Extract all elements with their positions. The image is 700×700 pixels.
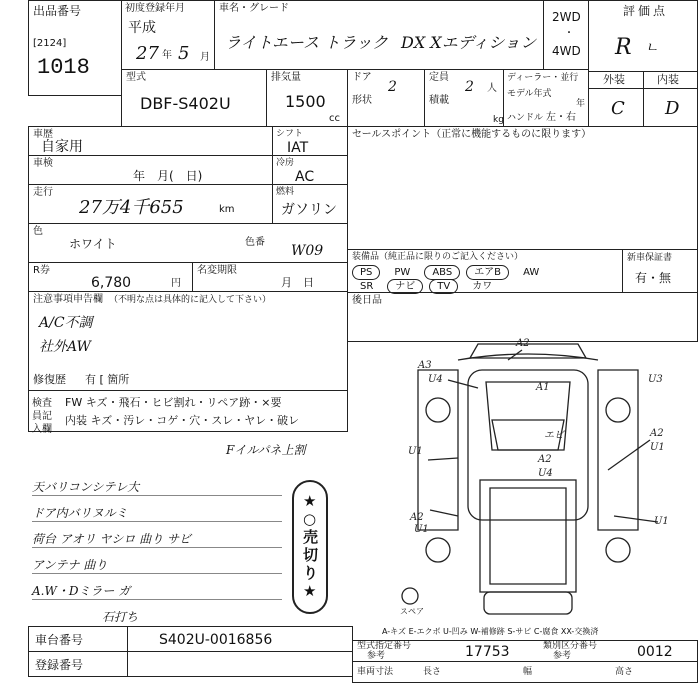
notes-label: 注意事項申告欄 (33, 294, 103, 305)
load-label: 積載 (429, 95, 449, 106)
register-label: 登録番号 (35, 658, 84, 672)
fuel-box (272, 184, 348, 224)
lot-code: [2124] (33, 38, 67, 49)
height-label: 高さ (615, 667, 634, 677)
inspector-row-1: FW キズ・飛石・ヒビ割れ・リペア跡・×要 (65, 396, 282, 409)
era: 平成 (128, 20, 156, 36)
mark-u4-center: U4 (538, 468, 553, 479)
score-label: 評価点 (623, 4, 669, 18)
handwritten-line: 石打ち (102, 610, 139, 624)
repair-value: 有 [ 箇所 (85, 373, 130, 386)
new-car-box (622, 249, 698, 293)
shift-label: シフト (276, 129, 304, 139)
type-label: 型式 (126, 72, 146, 83)
lot-number: 1018 (37, 55, 90, 80)
shape-label: 形状 (352, 95, 372, 106)
recycle-value: 6,780 (91, 275, 132, 291)
drive-2wd: 2WD (552, 10, 581, 24)
after-items-label: 後日品 (352, 295, 382, 306)
mark-u3: U3 (648, 374, 663, 385)
doors-label: ドア (352, 72, 372, 83)
ref-2: 参考 (553, 651, 572, 661)
mark-ebi: エビ (544, 430, 564, 441)
mark-u1-right-low: U1 (654, 516, 669, 527)
handle-label: ハンドル (507, 113, 544, 123)
mark-u1-right: U1 (650, 442, 665, 453)
recycle-label: R券 (33, 265, 50, 276)
model-box (214, 0, 544, 70)
equip-sr: SR (360, 281, 374, 292)
dealer-box (503, 69, 589, 127)
year-unit-2: 年 (576, 99, 586, 109)
diagram-front-arch (458, 354, 598, 360)
exterior-grade: C (611, 98, 625, 119)
dealer-label: ディーラー・並行 (507, 73, 579, 83)
mark-u1-left: U1 (408, 446, 423, 457)
annotation-line (448, 380, 478, 388)
reg-month: 5 (178, 43, 190, 64)
lot-label: 出品番号 (33, 4, 82, 18)
year-unit: 年 (162, 50, 172, 61)
color-label: 色 (33, 226, 43, 237)
mark-a2-right: A2 (650, 428, 664, 439)
diagram-bed-inner (490, 488, 566, 584)
drive-4wd: 4WD (552, 44, 581, 58)
name-change-label: 名変期限 (197, 265, 237, 276)
fuel-label: 燃料 (276, 187, 295, 197)
mark-spare: スペア (400, 607, 424, 616)
diagram-right-rear-wheel (606, 538, 630, 562)
month-unit: 月 (200, 52, 210, 63)
type-value: DBF-S402U (140, 94, 231, 113)
selling-points-label: セールスポイント（正常に機能するものに限ります） (352, 129, 592, 140)
yen-unit: 円 (171, 278, 181, 289)
mark-a1: A1 (536, 382, 550, 393)
new-car-label: 新車保証書 (627, 253, 673, 263)
disp-box (266, 69, 348, 127)
grade: DX Xエディション (401, 33, 537, 52)
doors-value: 2 (388, 79, 397, 95)
cc-unit: cc (329, 113, 340, 124)
diagram-right-front-wheel (606, 398, 630, 422)
doors-box (347, 69, 425, 127)
vehicle-size-label: 車両寸法 (357, 667, 394, 677)
cap-box (424, 69, 504, 127)
mark-a3: A3 (418, 360, 432, 371)
handwritten-line: アンテナ 曲り (32, 548, 282, 574)
category-value: 0012 (637, 644, 673, 660)
repair-label: 修復歴 (33, 373, 66, 386)
disp-label: 排気量 (271, 72, 301, 83)
model-name: ライトエース トラック (225, 33, 388, 52)
note-line-2: 社外AW (39, 339, 91, 355)
designation-label: 型式指定番号 (357, 641, 412, 651)
equip-pw: PW (394, 267, 411, 278)
inspector-row-2: 内装 キズ・汚レ・コゲ・穴・スレ・ヤレ・破レ (65, 414, 300, 427)
mileage-box (28, 184, 273, 224)
inspection-label: 車検 (33, 158, 53, 169)
mileage-label: 走行 (33, 187, 53, 198)
cap-label: 定員 (429, 72, 449, 83)
selling-points-box (347, 126, 698, 250)
handwritten-header-note: Fイルパネ上割 (226, 443, 306, 457)
dimension-box (352, 661, 698, 683)
km-unit: km (219, 204, 235, 215)
diagram-left-front-wheel (426, 398, 450, 422)
color-box (28, 223, 348, 263)
name-change-box (192, 262, 348, 292)
mileage-value: 27万4千655 (79, 197, 184, 218)
chassis-label: 車台番号 (35, 633, 84, 647)
length-label: 長さ (423, 667, 442, 677)
equip-ps: PS (352, 265, 380, 280)
auction-sheet (28, 0, 698, 700)
ac-value: AC (295, 169, 315, 185)
diagram-cab (468, 370, 588, 520)
annotation-line (430, 510, 458, 516)
width-label: 幅 (523, 667, 533, 677)
inspector-box (28, 390, 348, 435)
drive-box (543, 0, 589, 70)
equip-airbag: エアB (466, 265, 509, 280)
ac-label: 冷房 (276, 158, 295, 168)
handwritten-line: 荷台 アオリ ヤシロ 曲り サビ (32, 522, 282, 548)
annotation-line (614, 516, 658, 522)
diagram-left-rear-wheel (426, 538, 450, 562)
model-year-label: モデル年式 (507, 89, 552, 99)
fuel-value: ガソリン (281, 202, 337, 218)
mark-u4: U4 (428, 374, 443, 385)
shift-box (272, 126, 348, 156)
score-value: R (615, 35, 632, 60)
ref-1: 参考 (367, 651, 386, 661)
equip-leather: カワ (472, 281, 493, 292)
notes-box (28, 291, 348, 391)
lot-box (28, 0, 122, 96)
equipment-box (347, 249, 623, 293)
ext-int-box (588, 71, 698, 127)
score-box (588, 0, 698, 72)
handwritten-line: ドア内バリヌルミ (32, 496, 282, 522)
chassis-box (28, 626, 353, 652)
sold-stamp-text: ★○売切り★ (303, 492, 319, 600)
damage-legend: A-キズ E-エクボ U-凹み W-補修跡 S-サビ C-腐食 XX-交換済 (382, 627, 599, 636)
shift-value: IAT (287, 140, 309, 156)
diagram-rear-gate (484, 592, 572, 614)
type-box (121, 69, 267, 127)
score-note: ㄴ (645, 40, 659, 56)
usage-label: 車歴 (33, 129, 53, 140)
designation-box (352, 640, 698, 662)
diagram-spare (402, 588, 418, 604)
drive-sep: ・ (564, 28, 574, 39)
recycle-box (28, 262, 193, 292)
color-value: ホワイト (69, 237, 117, 251)
equip-navi: ナビ (387, 279, 423, 294)
person-unit: 人 (487, 83, 497, 94)
disp-value: 1500 (285, 92, 326, 111)
equip-aw: AW (523, 267, 540, 278)
handwritten-line: A.W・Dミラー ガ (32, 574, 282, 600)
usage-box (28, 126, 273, 156)
first-reg-label: 初度登録年月 (125, 3, 185, 14)
inspection-box (28, 155, 273, 185)
mark-a2-left-low: A2 (410, 512, 424, 523)
color-no-value: W09 (291, 243, 324, 259)
equipment-label: 装備品（純正品に限りのご記入ください） (352, 252, 524, 262)
inspection-value: 年 月( 日) (133, 169, 203, 183)
notes-sub: （不明な点は具体的に記入して下さい） (109, 295, 272, 305)
vehicle-damage-diagram (358, 330, 698, 620)
inspector-label: 検査員記入欄 (32, 398, 52, 435)
category-label: 類別区分番号 (543, 641, 598, 651)
interior-label: 内装 (657, 73, 679, 86)
reg-year: 27 (136, 43, 159, 64)
handwritten-lines (32, 470, 282, 626)
mark-a2-top: A2 (516, 338, 530, 349)
model-label: 車名・グレード (219, 3, 289, 14)
diagram-left-side (418, 370, 458, 530)
annotation-line (428, 458, 458, 460)
note-line-1: A/C不調 (39, 315, 93, 331)
equip-tv: TV (429, 279, 458, 294)
sold-stamp (292, 480, 328, 614)
register-box (28, 651, 353, 677)
usage-value: 自家用 (41, 139, 83, 155)
first-reg-box (121, 0, 215, 70)
interior-grade: D (665, 98, 680, 119)
color-no-label: 色番 (245, 237, 265, 248)
equipment-row-1 (352, 265, 547, 280)
new-car-value: 有・無 (635, 271, 672, 285)
kg-unit: kg (493, 115, 504, 125)
mark-u1-left-low: U1 (414, 524, 429, 535)
equip-abs: ABS (424, 265, 460, 280)
annotation-line (608, 440, 650, 470)
diagram-bed (480, 480, 576, 592)
handwritten-line: 天バリコンシテレ大 (32, 470, 282, 496)
name-change-value: 月 日 (281, 276, 314, 289)
chassis-value: S402U-0016856 (159, 632, 273, 648)
designation-value: 17753 (465, 644, 510, 660)
diagram-right-side (598, 370, 638, 530)
handle-options: 左・右 (546, 112, 576, 123)
ac-box (272, 155, 348, 185)
cap-value: 2 (465, 79, 474, 95)
mark-a2-center: A2 (538, 454, 552, 465)
exterior-label: 外装 (603, 73, 625, 86)
